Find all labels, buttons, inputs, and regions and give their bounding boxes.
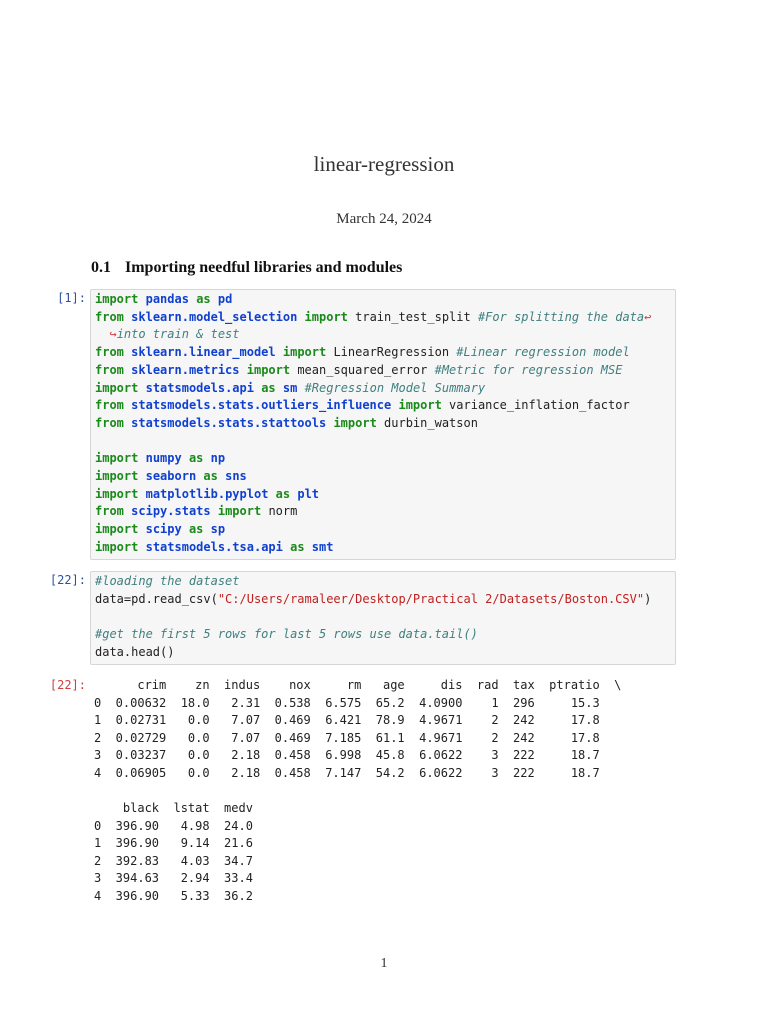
code-token	[203, 451, 210, 465]
code-token: scipy.stats	[131, 504, 211, 519]
code-token: np	[210, 451, 226, 466]
code-line	[95, 327, 240, 341]
code-token	[268, 487, 275, 501]
code-token: durbin_watson	[376, 415, 478, 430]
code-token: scipy	[145, 522, 182, 537]
code-token: import	[95, 469, 139, 484]
code-token	[240, 363, 247, 377]
code-token: from	[95, 362, 124, 377]
table-row: 3 0.03237 0.0 2.18 0.458 6.998 45.8 6.0622 3 222 18.7	[94, 748, 600, 763]
code-token: statsmodels.tsa.api	[145, 539, 283, 554]
code-line	[95, 398, 630, 412]
table-header-row: crim zn indus nox rm age dis rad tax ptratio \	[94, 678, 622, 692]
code-token: as	[203, 469, 218, 484]
code-token: seaborn	[145, 469, 197, 484]
table-header-row: black lstat medv	[94, 801, 253, 815]
code-line	[95, 522, 225, 536]
code-token: data=pd.read_csv(	[95, 591, 218, 606]
code-token: #Linear regression model	[456, 345, 630, 360]
code-token: import	[95, 486, 139, 501]
code-token: "C:/Users/ramaleer/Desktop/Practical 2/Datasets/Boston.CSV"	[217, 591, 645, 606]
code-token: import	[246, 362, 291, 377]
code-token: import	[95, 522, 139, 537]
table-row: 4 0.06905 0.0 2.18 0.458 7.147 54.2 6.0622 3 222 18.7	[94, 765, 600, 780]
document-date: March 24, 2024	[336, 211, 432, 227]
code-token	[211, 292, 218, 306]
code-token: #Regression Model Summary	[304, 380, 486, 395]
code-token	[276, 381, 283, 395]
code-token: sklearn.linear_model	[131, 345, 276, 360]
code-token: from	[95, 345, 124, 360]
code-token: #get the first 5 rows for last 5 rows use data.tail()	[95, 627, 478, 642]
code-token: from	[95, 415, 124, 430]
table-row: 0 0.00632 18.0 2.31 0.538 6.575 65.2 4.0900 1 296 15.3	[94, 695, 600, 710]
code-line	[95, 574, 240, 588]
page-number: 1	[380, 956, 388, 971]
code-token: import	[95, 539, 139, 554]
code-token: variance_inflation_factor	[441, 398, 630, 413]
code-block-load-data	[91, 572, 675, 663]
code-token: #Metric for regression MSE	[434, 362, 623, 377]
dataframe-table-2	[94, 800, 253, 906]
code-token: sns	[225, 469, 247, 484]
code-token	[297, 381, 304, 395]
code-token: sp	[210, 522, 226, 537]
code-token: from	[95, 309, 124, 324]
code-token	[182, 451, 189, 465]
table-row: 2 392.83 4.03 34.7	[94, 853, 253, 868]
code-line	[95, 451, 225, 465]
code-token: matplotlib.pyplot	[145, 486, 269, 501]
table-row: 4 396.90 5.33 36.2	[94, 888, 253, 903]
code-cell-load-data[interactable]	[90, 571, 676, 665]
table-row: 0 396.90 4.98 24.0	[94, 818, 253, 833]
section-number: 0.1	[91, 259, 111, 276]
code-token: #loading the dataset	[95, 574, 240, 588]
dataframe-table-1	[94, 677, 621, 783]
code-token: #For splitting the data	[477, 309, 645, 324]
table-row: 3 394.63 2.94 33.4	[94, 871, 253, 886]
code-token: from	[95, 504, 124, 519]
code-token: numpy	[145, 451, 182, 466]
code-token: import	[95, 380, 139, 395]
code-token	[138, 522, 145, 536]
code-line	[95, 363, 622, 377]
code-token: sklearn.metrics	[131, 362, 240, 377]
code-token: ↪	[95, 327, 117, 342]
code-line	[95, 487, 319, 501]
code-token	[138, 469, 145, 483]
code-token: norm	[261, 504, 298, 519]
dataframe-output-2	[94, 800, 253, 906]
code-token: statsmodels.stats.outliers_influence	[131, 398, 392, 413]
code-token	[138, 381, 145, 395]
code-token: ↩	[644, 309, 652, 324]
code-token: LinearRegression	[326, 345, 457, 360]
code-token: import	[95, 292, 139, 306]
code-token: into train & test	[116, 327, 240, 342]
section-heading	[91, 259, 402, 277]
input-prompt-1: [1]:	[57, 291, 86, 305]
code-token: pd	[217, 292, 233, 306]
section-title: Importing needful libraries and modules	[125, 259, 403, 276]
code-token	[138, 487, 145, 501]
code-token: import	[95, 451, 139, 466]
code-token: statsmodels.stats.stattools	[131, 415, 327, 430]
table-row: 2 0.02729 0.0 7.07 0.469 7.185 61.1 4.9671 2 242 17.8	[94, 730, 600, 745]
code-token	[305, 540, 312, 554]
code-token: import	[282, 345, 327, 360]
code-token: data.head()	[95, 644, 175, 659]
code-token: as	[275, 486, 291, 501]
code-token: as	[196, 292, 211, 306]
code-token	[276, 345, 283, 359]
code-cell-imports[interactable]	[90, 289, 676, 560]
code-token: smt	[311, 539, 334, 554]
code-line	[95, 592, 651, 606]
code-token	[138, 292, 145, 306]
code-token: as	[188, 451, 204, 466]
dataframe-output-1	[94, 677, 621, 783]
code-token	[203, 522, 210, 536]
output-prompt-22: [22]:	[49, 678, 86, 692]
code-token: sklearn.model_selection	[131, 309, 298, 324]
code-line	[95, 469, 247, 483]
document-title: linear-regression	[313, 152, 455, 176]
code-line	[95, 381, 485, 395]
input-prompt-22: [22]:	[49, 573, 86, 587]
table-row: 1 0.02731 0.0 7.07 0.469 6.421 78.9 4.9671 2 242 17.8	[94, 713, 600, 728]
code-token	[138, 451, 145, 465]
code-token: as	[261, 380, 276, 395]
code-token: train_test_split	[347, 309, 478, 324]
code-token: import	[304, 309, 348, 324]
code-token	[211, 504, 218, 518]
code-line	[95, 645, 174, 659]
code-token	[297, 310, 304, 324]
table-row: 1 396.90 9.14 21.6	[94, 836, 253, 851]
code-token: sm	[282, 380, 298, 395]
code-token: as	[290, 539, 305, 554]
code-line	[95, 504, 297, 518]
code-token: pandas	[145, 292, 189, 306]
code-token: import	[398, 398, 442, 413]
code-token	[218, 469, 225, 483]
code-token: from	[95, 398, 124, 413]
code-line	[95, 416, 478, 430]
code-token	[138, 540, 145, 554]
code-line	[95, 345, 630, 359]
code-token: statsmodels.api	[145, 380, 254, 395]
code-token: as	[188, 522, 204, 537]
code-token	[182, 522, 189, 536]
code-line	[95, 310, 651, 324]
code-block-imports	[91, 290, 675, 558]
code-token: plt	[297, 486, 320, 501]
code-line	[95, 540, 333, 554]
code-line	[95, 627, 478, 641]
code-line	[95, 292, 232, 306]
code-token: )	[644, 591, 652, 606]
code-token: import	[333, 415, 377, 430]
code-token: mean_squared_error	[290, 362, 435, 377]
code-token: import	[217, 504, 262, 519]
